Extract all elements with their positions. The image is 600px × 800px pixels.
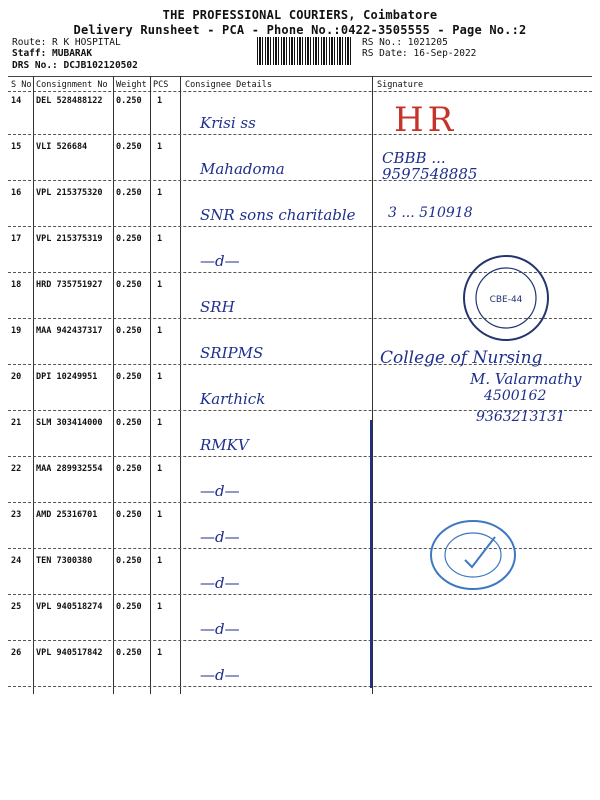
row-divider: [8, 502, 592, 503]
col-divider: [33, 76, 34, 694]
row-consignment-no: AMD 25316701: [36, 510, 98, 520]
header-rule: [8, 91, 592, 92]
row-pcs: 1: [157, 510, 163, 520]
row-weight: 0.250: [116, 464, 142, 474]
row-consignment-no: TEN 7300380: [36, 556, 93, 566]
row-sno: 25: [11, 602, 22, 612]
col-divider: [180, 76, 181, 694]
row-weight: 0.250: [116, 188, 142, 198]
row-pcs: 1: [157, 280, 163, 290]
row-pcs: 1: [157, 142, 163, 152]
col-divider: [150, 76, 151, 694]
row-consignment-no: VLI 526684: [36, 142, 88, 152]
signature-hr: HR: [394, 100, 458, 140]
row-sno: 16: [11, 188, 22, 198]
row-pcs: 1: [157, 464, 163, 474]
row-consignee-handwriting: —d—: [200, 528, 240, 546]
row-weight: 0.250: [116, 142, 142, 152]
row-consignee-handwriting: —d—: [200, 574, 240, 592]
row-consignee-handwriting: Krisi ss: [200, 114, 256, 132]
row-weight: 0.250: [116, 648, 142, 658]
row-consignee-handwriting: SRH: [200, 298, 235, 316]
row-weight: 0.250: [116, 602, 142, 612]
col-header-pcs: PCS: [153, 80, 169, 90]
svg-text:CBE-44: CBE-44: [489, 295, 523, 305]
col-header-consignment: Consignment No: [36, 80, 108, 90]
row-sno: 18: [11, 280, 22, 290]
rs-no-label: RS No.: 1021205: [362, 37, 448, 48]
row-consignment-no: MAA 289932554: [36, 464, 103, 474]
row-divider: [8, 456, 592, 457]
row-consignee-handwriting: SRIPMS: [200, 344, 264, 362]
signature-phone1: CBBB ... 9597548885: [382, 149, 478, 183]
row-consignee-handwriting: —d—: [200, 482, 240, 500]
row-consignee-handwriting: RMKV: [200, 436, 249, 454]
row-sno: 14: [11, 96, 22, 106]
row-pcs: 1: [157, 326, 163, 336]
row-consignment-no: SLM 303414000: [36, 418, 103, 428]
row-consignment-no: MAA 942437317: [36, 326, 103, 336]
staff-label: Staff: MUBARAK: [12, 48, 93, 59]
row-consignment-no: DEL 528488122: [36, 96, 103, 106]
row-pcs: 1: [157, 372, 163, 382]
row-consignment-no: DPI 10249951: [36, 372, 98, 382]
row-pcs: 1: [157, 418, 163, 428]
row-consignee-handwriting: SNR sons charitable: [200, 206, 356, 224]
table-top-rule: [8, 76, 592, 77]
row-sno: 24: [11, 556, 22, 566]
row-pcs: 1: [157, 96, 163, 106]
row-sno: 26: [11, 648, 22, 658]
company-title: THE PROFESSIONAL COURIERS, Coimbatore: [162, 8, 438, 22]
row-sno: 15: [11, 142, 22, 152]
row-sno: 20: [11, 372, 22, 382]
row-weight: 0.250: [116, 556, 142, 566]
bracket-line: [370, 420, 372, 688]
row-sno: 19: [11, 326, 22, 336]
col-divider: [372, 76, 373, 694]
row-divider: [8, 686, 592, 687]
row-consignment-no: VPL 215375320: [36, 188, 103, 198]
row-divider: [8, 640, 592, 641]
row-consignment-no: VPL 940517842: [36, 648, 103, 658]
row-weight: 0.250: [116, 510, 142, 520]
row-consignee-handwriting: Mahadoma: [200, 160, 285, 178]
row-pcs: 1: [157, 602, 163, 612]
col-divider: [113, 76, 114, 694]
row-sno: 21: [11, 418, 22, 428]
barcode: [257, 37, 353, 65]
row-pcs: 1: [157, 556, 163, 566]
row-consignee-handwriting: —d—: [200, 666, 240, 684]
row-weight: 0.250: [116, 418, 142, 428]
signature-row16: 3 ... 510918: [388, 205, 473, 221]
route-label: Route: R K HOSPITAL: [12, 37, 121, 48]
row-pcs: 1: [157, 188, 163, 198]
row-divider: [8, 134, 592, 135]
row-sno: 22: [11, 464, 22, 474]
col-header-signature: Signature: [377, 80, 424, 90]
row-weight: 0.250: [116, 280, 142, 290]
col-header-consignee: Consignee Details: [185, 80, 272, 90]
rs-date-label: RS Date: 16-Sep-2022: [362, 48, 477, 59]
row-consignment-no: VPL 215375319: [36, 234, 103, 244]
runsheet-subtitle: Delivery Runsheet - PCA - Phone No.:0422-3505555 - Page No.:2: [73, 23, 527, 37]
row-consignee-handwriting: Karthick: [200, 390, 266, 408]
signature-phone2: 9363213131: [476, 409, 566, 425]
drs-label: DRS No.: DCJB102120502: [12, 60, 138, 71]
row-pcs: 1: [157, 234, 163, 244]
row-sno: 23: [11, 510, 22, 520]
col-header-weight: Weight: [116, 80, 147, 90]
row-consignee-handwriting: —d—: [200, 620, 240, 638]
row-weight: 0.250: [116, 372, 142, 382]
row-weight: 0.250: [116, 234, 142, 244]
hospital-stamp: [458, 250, 554, 346]
row-divider: [8, 226, 592, 227]
signature-valarmathy: M. Valarmathy: [470, 370, 582, 388]
row-weight: 0.250: [116, 326, 142, 336]
row-pcs: 1: [157, 648, 163, 658]
fabrics-stamp: [425, 515, 521, 595]
signature-number: 4500162: [484, 388, 547, 404]
row-consignee-handwriting: —d—: [200, 252, 240, 270]
row-consignment-no: HRD 735751927: [36, 280, 103, 290]
col-header-sno: S No: [11, 80, 32, 90]
signature-college: College of Nursing: [380, 348, 543, 368]
row-sno: 17: [11, 234, 22, 244]
row-consignment-no: VPL 940518274: [36, 602, 103, 612]
row-weight: 0.250: [116, 96, 142, 106]
